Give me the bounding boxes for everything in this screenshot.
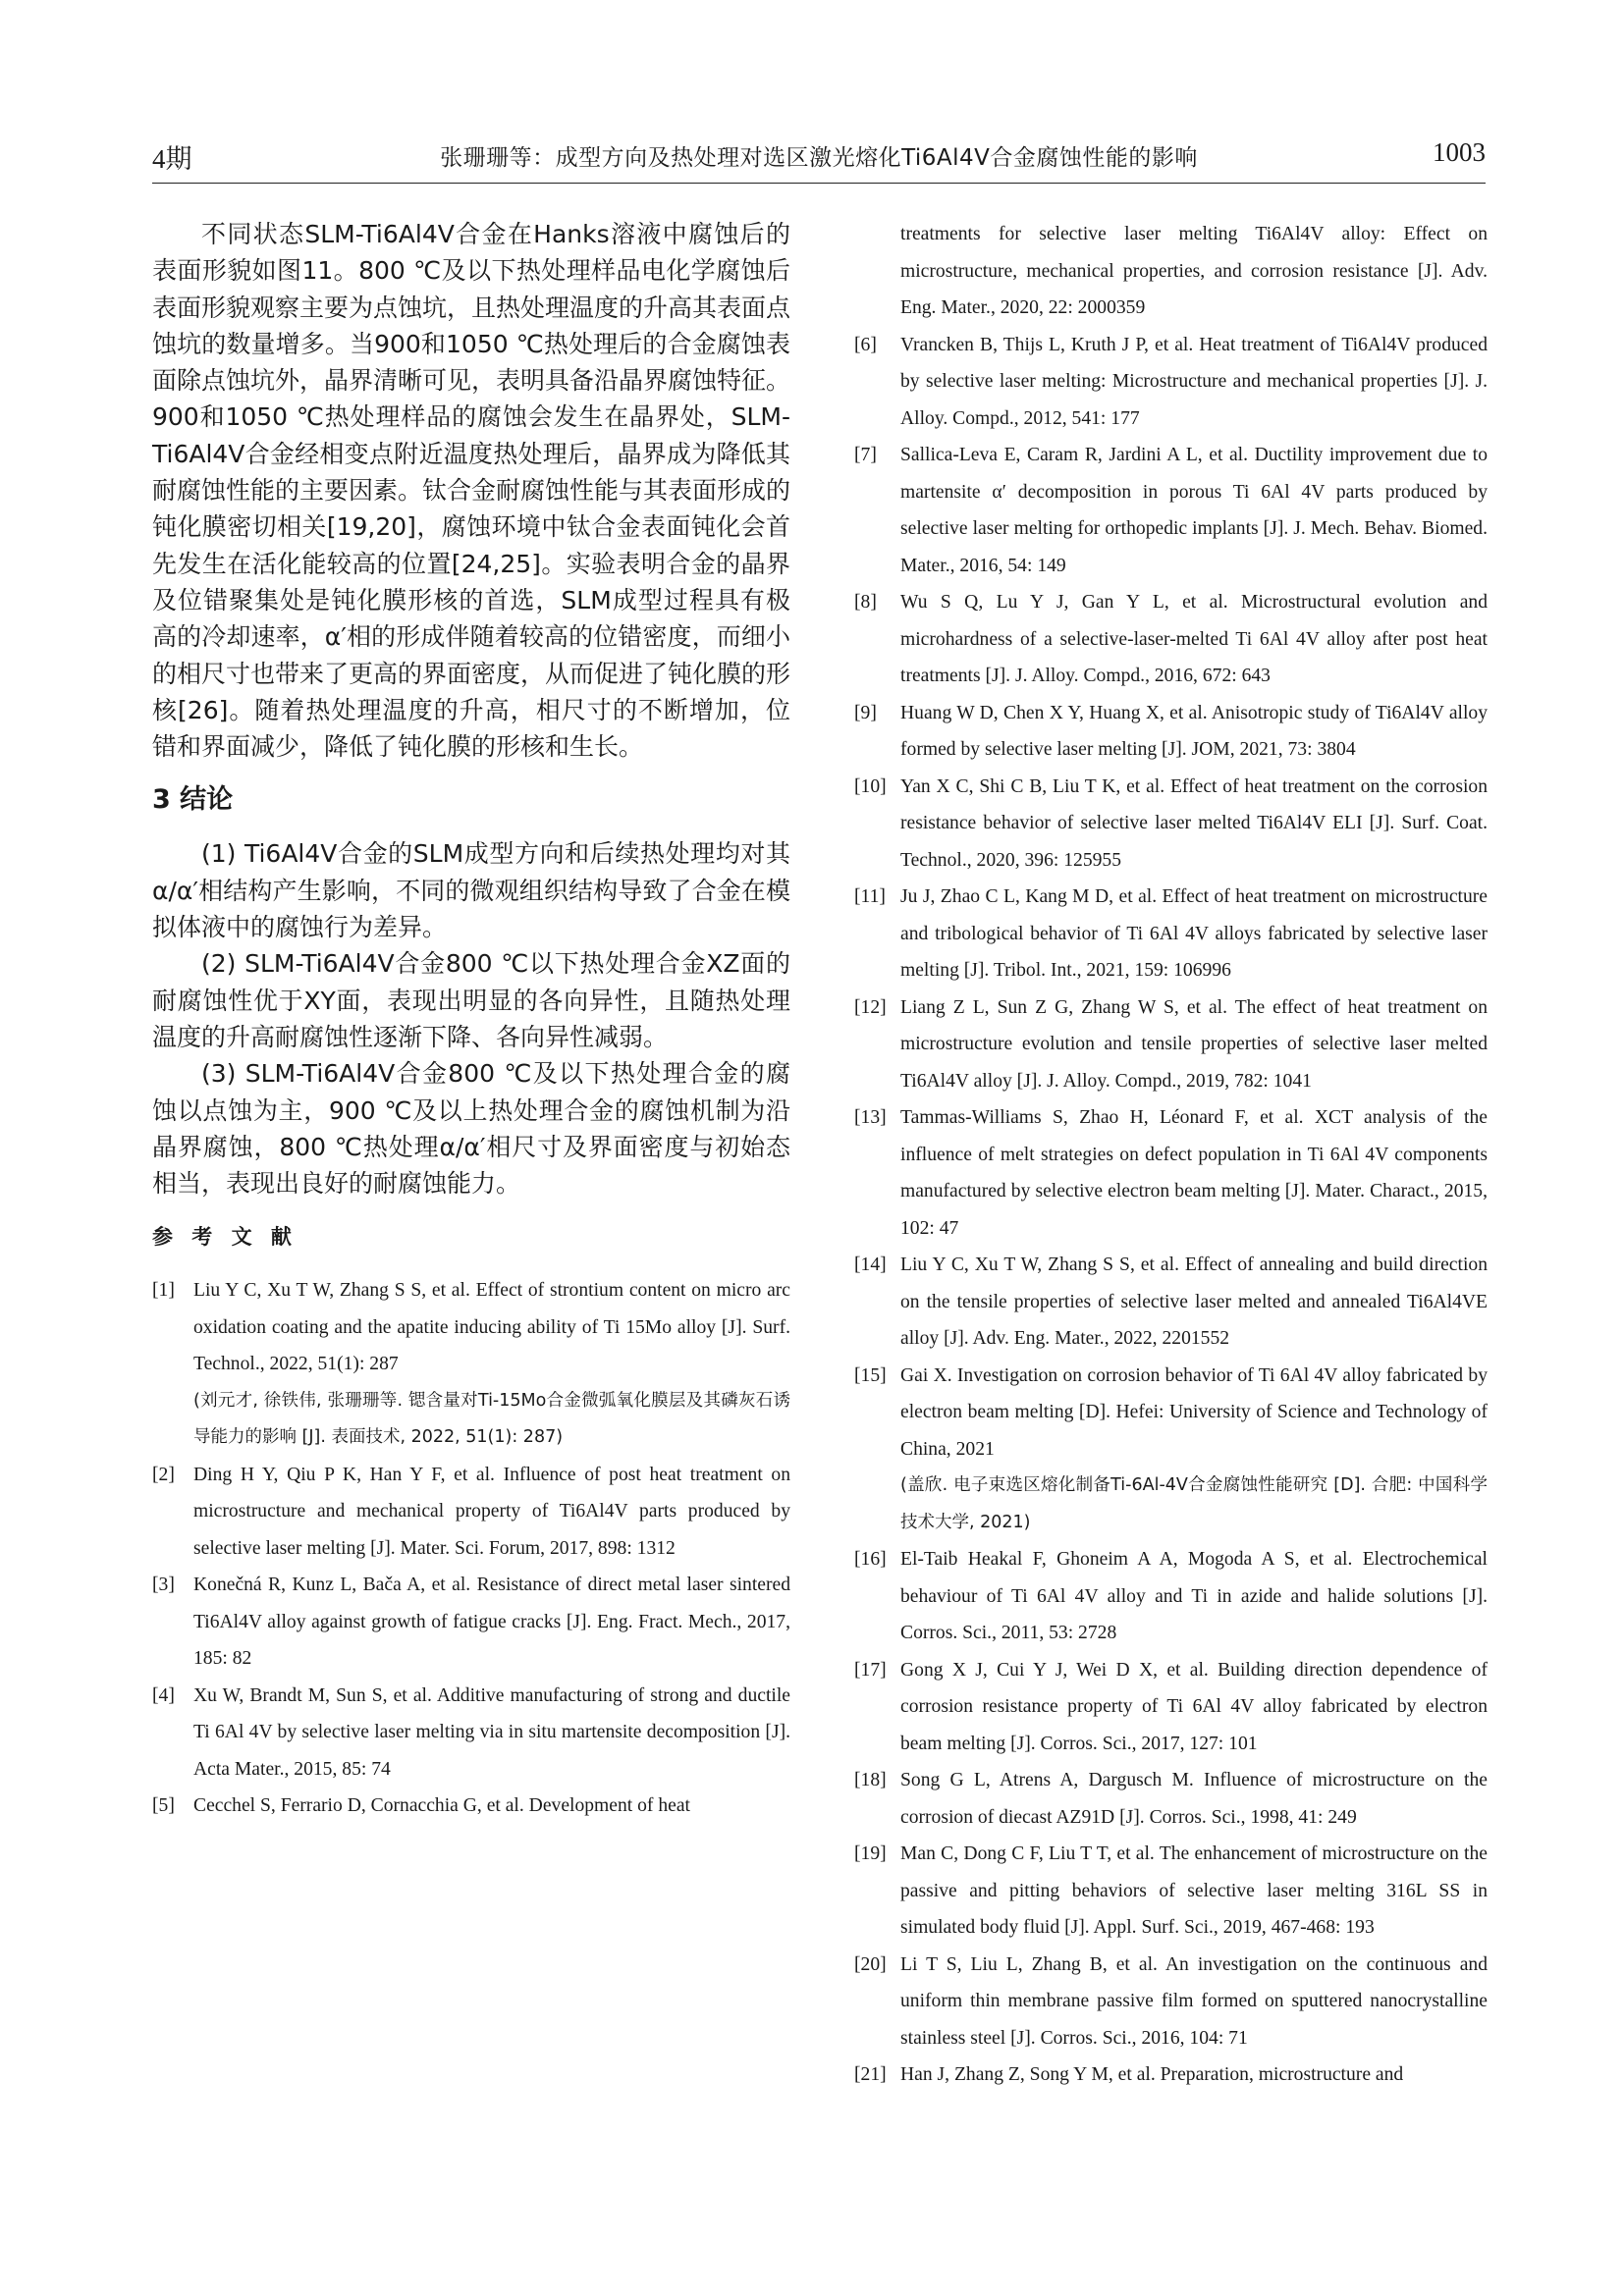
reference-item <box>152 1788 790 1825</box>
reference-text: Liang Z L, Sun Z G, Zhang W S, et al. The effect of heat treatment on microstructure evolution and tensile properties of selective laser melted Ti6Al4V alloy [J]. J. Alloy. Compd., 2019, 782: 1041 <box>900 996 1488 1092</box>
reference-item <box>152 1567 790 1678</box>
reference-number: [9] <box>854 702 877 723</box>
reference-number: [3] <box>152 1575 175 1596</box>
reference-continuation: treatments for selective laser melting Ti6Al4V alloy: Effect on microstructure, mechanical properties, and corrosion resistance [J]. Adv. Eng. Mater., 2020, 22: 2000359 <box>900 224 1488 318</box>
running-header <box>152 133 1486 184</box>
reference-number: [16] <box>854 1549 887 1570</box>
reference-item <box>854 1947 1488 2057</box>
reference-text: Liu Y C, Xu T W, Zhang S S, et al. Effect of annealing and build direction on the tensile properties of selective laser melted and annealed Ti6Al4VE alloy [J]. Adv. Eng. Mater., 2022, 2201552 <box>900 1255 1488 1349</box>
conclusion-item-1: (1) Ti6Al4V合金的SLM成型方向和后续热处理均对其α/α′相结构产生影响，不同的微观组织结构导致了合金在模拟体液中的腐蚀行为差异。 <box>152 839 790 942</box>
reference-number: [2] <box>152 1464 175 1485</box>
reference-chinese-text: (盖欣. 电子束选区熔化制备Ti-6Al-4V合金腐蚀性能研究 [D]. 合肥: 中国科学技术大学, 2021) <box>900 1475 1488 1532</box>
reference-number: [18] <box>854 1770 887 1790</box>
left-column <box>152 216 790 1825</box>
conclusion-item-2: (2) SLM-Ti6Al4V合金800 ℃以下热处理合金XZ面的耐腐蚀性优于XY面，表现出明显的各向异性，且随热处理温度的升高耐腐蚀性逐渐下降、各向异性减弱。 <box>152 949 790 1051</box>
reference-number: [4] <box>152 1684 175 1706</box>
reference-item <box>854 2056 1488 2094</box>
reference-text: Yan X C, Shi C B, Liu T K, et al. Effect of heat treatment on the corrosion resistance behavior of selective laser melted Ti6Al4V ELI [J]. Surf. Coat. Technol., 2020, 396: 125955 <box>900 775 1488 871</box>
running-title: 张珊珊等：成型方向及热处理对选区激光熔化Ti6Al4V合金腐蚀性能的影响 <box>440 145 1198 171</box>
reference-text: Gong X J, Cui Y J, Wei D X, et al. Building direction dependence of corrosion resistance property of Ti 6Al 4V alloy fabricated by electron beam melting [J]. Corros. Sci., 2017, 127: 101 <box>900 1659 1488 1754</box>
reference-text: Huang W D, Chen X Y, Huang X, et al. Anisotropic study of Ti6Al4V alloy formed by selective laser melting [J]. JOM, 2021, 73: 3804 <box>900 702 1488 760</box>
reference-number: [8] <box>854 592 877 613</box>
reference-number: [7] <box>854 445 877 465</box>
reference-text: Cecchel S, Ferrario D, Cornacchia G, et al. Development of heat <box>193 1795 690 1817</box>
reference-item <box>854 769 1488 880</box>
reference-number: [19] <box>854 1843 887 1864</box>
reference-text: Xu W, Brandt M, Sun S, et al. Additive manufacturing of strong and ductile Ti 6Al 4V by selective laser melting via in situ martensite decomposition [J]. Acta Mater., 2015, 85: 74 <box>193 1684 790 1780</box>
reference-text: Sallica-Leva E, Caram R, Jardini A L, et al. Ductility improvement due to martensite α′ decomposition in porous Ti 6Al 4V parts produced by selective laser melting for orthopedic implants [J]. J. Mech. Behav. Biomed. Mater., 2016, 54: 149 <box>900 445 1488 576</box>
reference-item <box>854 1652 1488 1763</box>
reference-number: [10] <box>854 775 887 797</box>
reference-item <box>152 1272 790 1457</box>
reference-list-right <box>854 327 1488 2094</box>
reference-number: [21] <box>854 2064 887 2085</box>
reference-text: Gai X. Investigation on corrosion behavior of Ti 6Al 4V alloy fabricated by electron beam melting [D]. Hefei: University of Science and Technology of China, 2021 <box>900 1364 1488 1460</box>
right-column <box>854 216 1488 2094</box>
reference-item <box>854 695 1488 769</box>
section-heading-conclusions: 3 结论 <box>152 784 234 816</box>
reference-text: Ding H Y, Qiu P K, Han Y F, et al. Influence of post heat treatment on microstructure and mechanical property of Ti6Al4V parts produced by selective laser melting [J]. Mater. Sci. Forum, 2017, 898: 1312 <box>193 1464 790 1559</box>
reference-item <box>152 1678 790 1789</box>
reference-item <box>854 879 1488 989</box>
reference-chinese-text: (刘元才, 徐铁伟, 张珊珊等. 锶含量对Ti-15Mo合金微弧氧化膜层及其磷灰石诱导能力的影响 [J]. 表面技术, 2022, 51(1): 287) <box>193 1390 790 1448</box>
reference-text: Han J, Zhang Z, Song Y M, et al. Preparation, microstructure and <box>900 2064 1404 2085</box>
reference-text: Wu S Q, Lu Y J, Gan Y L, et al. Microstructural evolution and microhardness of a selective-laser-melted Ti 6Al 4V alloy after post heat treatments [J]. J. Alloy. Compd., 2016, 672: 643 <box>900 592 1488 686</box>
reference-item <box>854 584 1488 695</box>
issue-number: 4期 <box>152 144 192 174</box>
reference-item <box>854 437 1488 584</box>
reference-number: [11] <box>854 886 886 907</box>
reference-item <box>854 1541 1488 1652</box>
reference-text: Song G L, Atrens A, Dargusch M. Influence of microstructure on the corrosion of diecast AZ91D [J]. Corros. Sci., 1998, 41: 249 <box>900 1770 1488 1828</box>
reference-text: Li T S, Liu L, Zhang B, et al. An investigation on the continuous and uniform thin membrane passive film formed on sputtered nanocrystalline stainless steel [J]. Corros. Sci., 2016, 104: 71 <box>900 1953 1488 2049</box>
conclusion-item-3: (3) SLM-Ti6Al4V合金800 ℃及以下热处理合金的腐蚀以点蚀为主，900 ℃及以上热处理合金的腐蚀机制为沿晶界腐蚀，800 ℃热处理α/α′相尺寸及界面密度与初始态相当，表现出良好的耐腐蚀能力。 <box>152 1059 790 1199</box>
reference-item <box>854 1099 1488 1247</box>
reference-text: Vrancken B, Thijs L, Kruth J P, et al. Heat treatment of Ti6Al4V produced by selective laser melting: Microstructure and mechanical properties [J]. J. Alloy. Compd., 2012, 541: 177 <box>900 334 1488 429</box>
reference-item <box>854 1836 1488 1947</box>
reference-item <box>854 1247 1488 1358</box>
reference-item <box>854 989 1488 1100</box>
reference-text: Liu Y C, Xu T W, Zhang S S, et al. Effect of strontium content on micro arc oxidation coating and the apatite inducing ability of Ti 15Mo alloy [J]. Surf. Technol., 2022, 51(1): 287 <box>193 1280 790 1375</box>
reference-text: Tammas-Williams S, Zhao H, Léonard F, et al. XCT analysis of the influence of melt strategies on defect population in Ti 6Al 4V components manufactured by selective electron beam melting [J]. Mater. Charact., 2015, 102: 47 <box>900 1107 1488 1239</box>
reference-number: [20] <box>854 1953 887 1975</box>
reference-text: Konečná R, Kunz L, Bača A, et al. Resistance of direct metal laser sintered Ti6Al4V alloy against growth of fatigue cracks [J]. Eng. Fract. Mech., 2017, 185: 82 <box>193 1575 790 1670</box>
reference-item <box>152 1457 790 1568</box>
reference-number: [12] <box>854 996 887 1018</box>
references-heading: 参 考 文 献 <box>152 1225 298 1250</box>
reference-text: Ju J, Zhao C L, Kang M D, et al. Effect of heat treatment on microstructure and tribological behavior of Ti 6Al 4V alloys fabricated by selective laser melting [J]. Tribol. Int., 2021, 159: 106996 <box>900 886 1488 981</box>
body-paragraph: 不同状态SLM-Ti6Al4V合金在Hanks溶液中腐蚀后的表面形貌如图11。800 ℃及以下热处理样品电化学腐蚀后表面形貌观察主要为点蚀坑，且热处理温度的升高其表面点蚀坑的数量增多。当900和1050 ℃热处理后的合金腐蚀表面除点蚀坑外，晶界清晰可见，表明具备沿晶界腐蚀特征。900和1050 ℃热处理样品的腐蚀会发生在晶界处，SLM-Ti6Al4V合金经相变点附近温度热处理后，晶界成为降低其耐腐蚀性能的主要因素。钛合金耐腐蚀性能与其表面形成的钝化膜密切相关[19,20]，腐蚀环境中钛合金表面钝化会首先发生在活化能较高的位置[24,25]。实验表明合金的晶界及位错聚集处是钝化膜形核的首选，SLM成型过程具有极高的冷却速率，α′相的形成伴随着较高的位错密度，而细小的相尺寸也带来了更高的界面密度，从而促进了钝化膜的形核[26]。随着热处理温度的升高，相尺寸的不断增加，位错和界面减少，降低了钝化膜的形核和生长。 <box>152 220 791 762</box>
reference-number: [14] <box>854 1255 887 1275</box>
reference-number: [13] <box>854 1107 887 1128</box>
reference-number: [1] <box>152 1280 175 1302</box>
reference-text: El-Taib Heakal F, Ghoneim A A, Mogoda A S, et al. Electrochemical behaviour of Ti 6Al 4V alloy and Ti in azide and halide solutions [J]. Corros. Sci., 2011, 53: 2728 <box>900 1549 1488 1643</box>
reference-item <box>854 327 1488 438</box>
reference-number: [15] <box>854 1364 887 1386</box>
reference-number: [17] <box>854 1659 887 1681</box>
reference-number: [5] <box>152 1795 175 1817</box>
page-number: 1003 <box>1433 137 1486 167</box>
reference-text: Man C, Dong C F, Liu T T, et al. The enhancement of microstructure on the passive and pitting behaviors of selective laser melting 316L SS in simulated body fluid [J]. Appl. Surf. Sci., 2019, 467-468: 193 <box>900 1843 1488 1938</box>
reference-item <box>854 1358 1488 1542</box>
reference-item <box>854 1762 1488 1836</box>
reference-number: [6] <box>854 334 877 355</box>
reference-list-left <box>152 1272 790 1825</box>
